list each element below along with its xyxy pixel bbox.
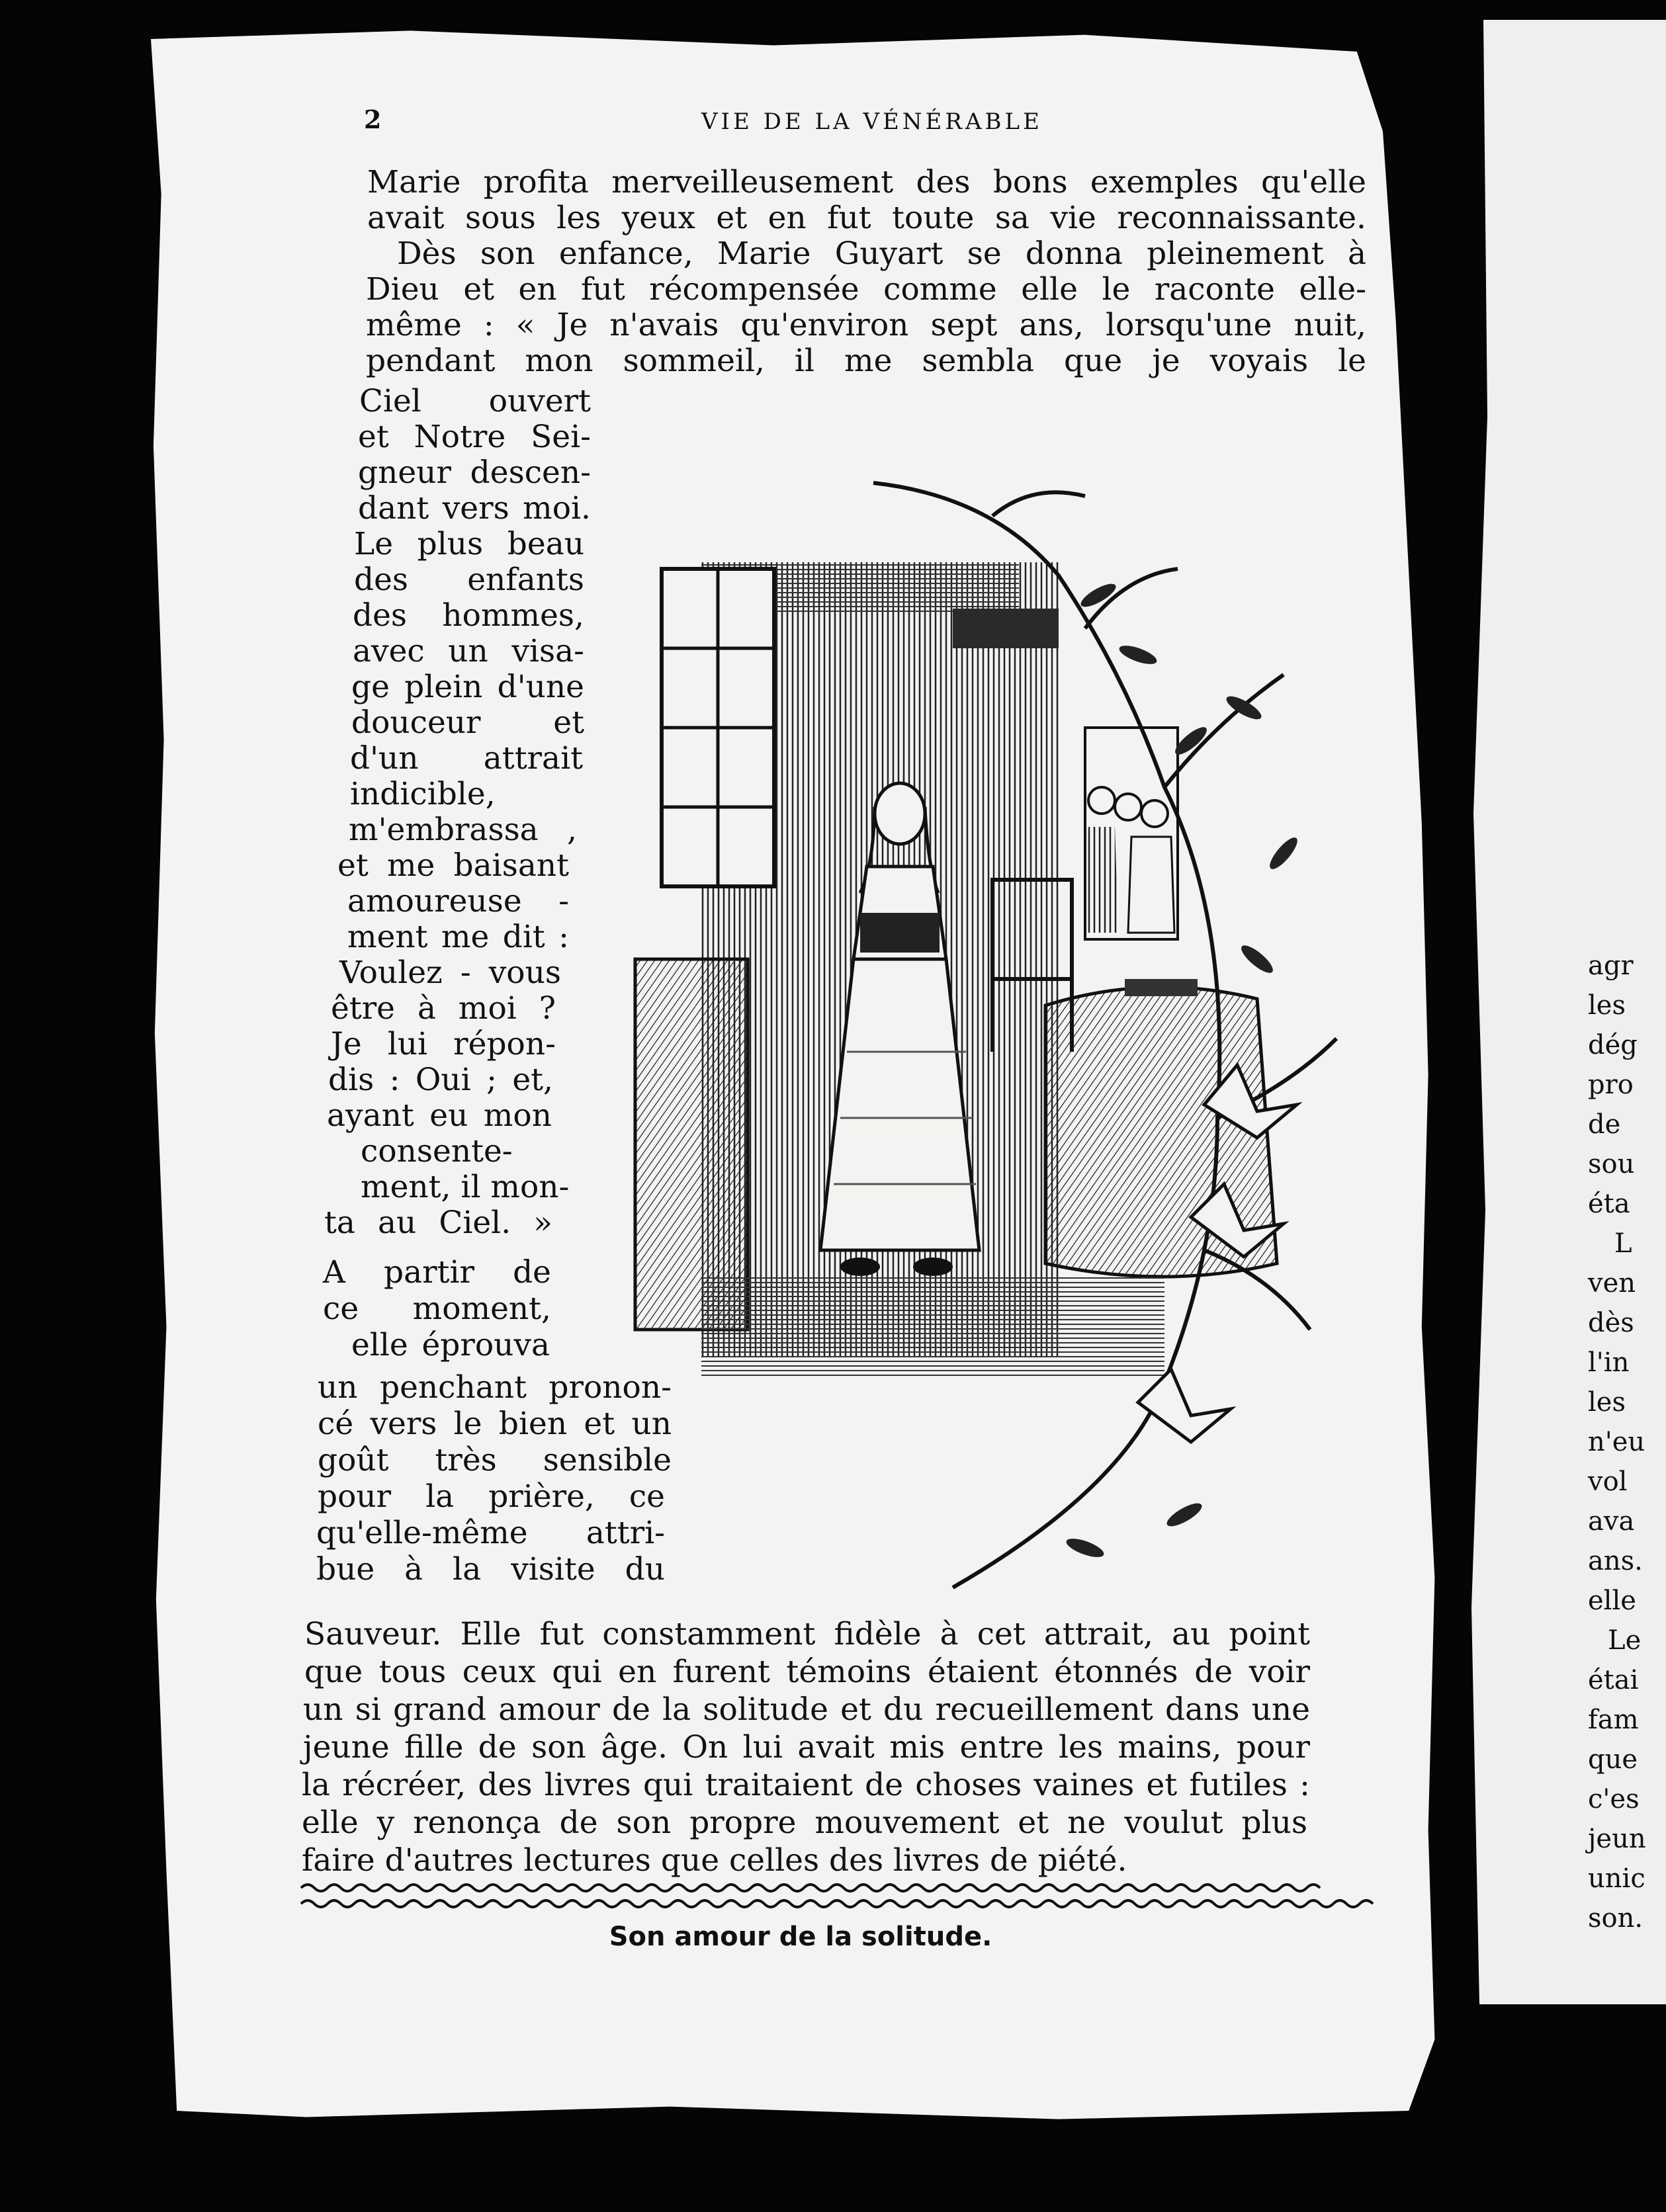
wavy-divider xyxy=(301,1876,1293,1916)
text-line: des enfants xyxy=(354,562,584,598)
facing-page-fragment: ven xyxy=(1588,1268,1636,1298)
facing-page-fragment: c'es xyxy=(1588,1784,1640,1814)
text-line: goût très sensible xyxy=(318,1442,672,1478)
facing-page-fragment: vol xyxy=(1588,1467,1628,1497)
text-line: même : « Je n'avais qu'environ sept ans, lorsqu'une nuit, xyxy=(366,307,1366,343)
text-line: Le plus beau xyxy=(354,526,584,562)
text-line: jeune fille de son âge. On lui avait mis entre les mains, pour xyxy=(303,1729,1310,1765)
text-line: ment, il mon- xyxy=(361,1169,570,1205)
facing-page-fragment: son. xyxy=(1588,1903,1644,1934)
engraving-illustration xyxy=(622,456,1370,1601)
beam xyxy=(953,609,1059,648)
window xyxy=(662,569,774,886)
facing-page-fragment: de xyxy=(1588,1109,1621,1140)
facing-page-fragment: dég xyxy=(1588,1030,1638,1060)
text-line: d'un attrait xyxy=(350,740,583,777)
facing-page-fragment: unic xyxy=(1588,1863,1645,1894)
facing-page-fragment: que xyxy=(1588,1744,1638,1775)
text-line: Dieu et en fut récompensée comme elle le raconte elle- xyxy=(366,271,1366,308)
facing-page-fragment: l'in xyxy=(1588,1347,1630,1378)
page-number: 2 xyxy=(364,105,382,134)
text-line: gneur descen- xyxy=(358,454,591,491)
facing-page-fragment: sou xyxy=(1588,1149,1635,1179)
text-line: Je lui répon- xyxy=(331,1026,556,1062)
text-line: la récréer, des livres qui traitaient de choses vaines et futiles : xyxy=(302,1767,1310,1803)
text-line: Dès son enfance, Marie Guyart se donna pleinement à xyxy=(397,235,1366,272)
facing-page-fragment: pro xyxy=(1588,1070,1634,1100)
text-line: être à moi ? xyxy=(331,990,556,1027)
page-header xyxy=(364,105,1337,144)
text-line: douceur et xyxy=(351,704,584,741)
text-line: ce moment, xyxy=(323,1291,551,1327)
facing-page-fragment: Le xyxy=(1608,1625,1642,1656)
text-line: Marie profita merveilleusement des bons exemples qu'elle xyxy=(367,164,1366,200)
floor xyxy=(701,1277,1164,1376)
text-line: des hommes, xyxy=(353,597,584,634)
text-line: ment me dit : xyxy=(347,919,569,955)
text-line: faire d'autres lectures que celles des livres de piété. xyxy=(302,1842,1127,1879)
text-line: qu'elle-même attri- xyxy=(316,1515,665,1551)
text-line: bue à la visite du xyxy=(316,1551,665,1588)
text-line: elle y renonça de son propre mouvement et ne voulut plus xyxy=(302,1805,1307,1841)
text-line: pour la prière, ce xyxy=(318,1478,665,1515)
text-line: A partir de xyxy=(323,1254,551,1291)
cabinet xyxy=(635,959,748,1330)
text-line: que tous ceux qui en furent témoins étaient étonnés de voir xyxy=(304,1654,1310,1690)
facing-page-fragment: ava xyxy=(1588,1506,1635,1537)
facing-page-fragment: fam xyxy=(1588,1705,1639,1735)
illustration-caption: Son amour de la solitude. xyxy=(609,1922,992,1952)
facing-page-fragment: ans. xyxy=(1588,1546,1643,1576)
text-line: ta au Ciel. » xyxy=(324,1205,552,1241)
text-line: Ciel ouvert xyxy=(359,383,591,419)
text-line: m'embrassa , xyxy=(349,812,577,848)
text-line: Voulez - vous xyxy=(339,955,561,991)
facing-page-fragment: elle xyxy=(1588,1586,1636,1616)
text-line: avec un visa- xyxy=(353,633,584,669)
facing-page-fragment: n'eu xyxy=(1588,1427,1645,1457)
text-line: ge plein d'une xyxy=(351,669,584,705)
text-line: un penchant pronon- xyxy=(318,1369,672,1406)
text-line: indicible, xyxy=(350,776,496,812)
running-title: VIE DE LA VÉNÉRABLE xyxy=(701,108,1043,135)
facing-page-fragment: dès xyxy=(1588,1308,1634,1338)
facing-page-fragment: éta xyxy=(1588,1189,1630,1219)
doorway-children xyxy=(1085,728,1178,939)
facing-page-fragment: étai xyxy=(1588,1665,1639,1695)
text-line: et me baisant xyxy=(337,847,569,884)
facing-page-fragment: les xyxy=(1588,990,1626,1021)
facing-page-fragment: L xyxy=(1614,1228,1632,1259)
text-line: ayant eu mon xyxy=(327,1097,552,1134)
text-line: elle éprouva xyxy=(351,1327,550,1363)
facing-page-fragment: agr xyxy=(1588,951,1634,981)
text-line: Sauveur. Elle fut constamment fidèle à cet attrait, au point xyxy=(304,1616,1310,1652)
text-line: un si grand amour de la solitude et du recueillement dans une xyxy=(303,1691,1310,1728)
facing-page-fragment: jeun xyxy=(1588,1824,1646,1854)
text-line: et Notre Sei- xyxy=(358,419,591,455)
text-line: cé vers le bien et un xyxy=(318,1406,672,1442)
text-line: dis : Oui ; et, xyxy=(328,1062,553,1098)
text-line: amoureuse - xyxy=(347,883,569,919)
facing-page-fragment: les xyxy=(1588,1387,1626,1418)
text-line: avait sous les yeux et en fut toute sa vie reconnaissante. xyxy=(367,200,1366,236)
text-line: consente- xyxy=(361,1133,513,1170)
text-line: dant vers moi. xyxy=(358,490,591,527)
text-line: pendant mon sommeil, il me sembla que je voyais le xyxy=(366,343,1366,379)
